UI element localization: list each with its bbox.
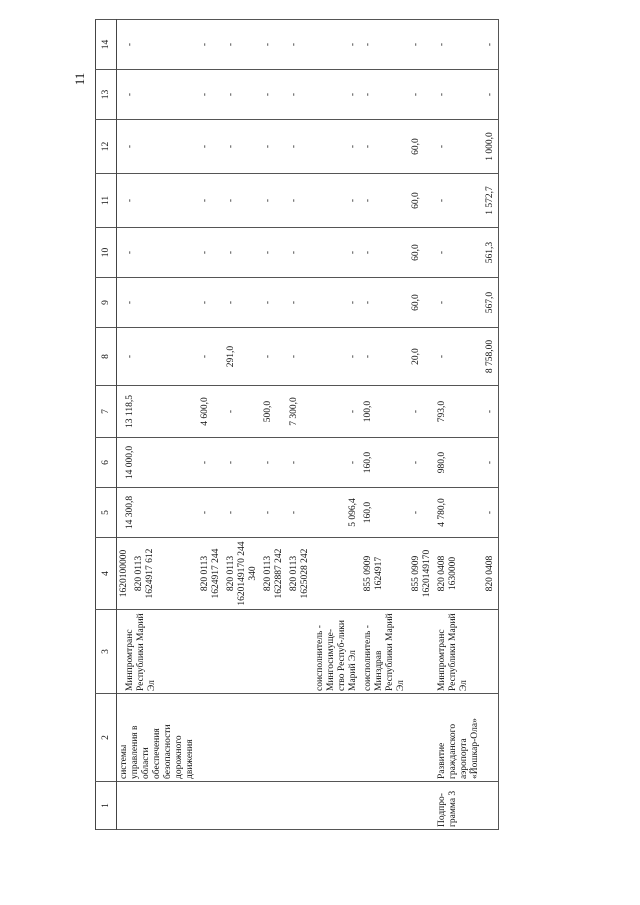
cell-value: - [409, 70, 435, 120]
cell-value: - [361, 70, 409, 120]
cell-code: 820 0113 1622887 242 [261, 538, 287, 610]
cell-value: - [224, 70, 261, 120]
cell-value: 13 118,5 [117, 386, 199, 438]
cell-code [117, 538, 199, 610]
cell-value: 14 000,0 [117, 438, 199, 488]
cell-value: 60,0 [409, 174, 435, 228]
cell-name [313, 694, 361, 782]
cell-value: - [313, 174, 361, 228]
cell-value: - [224, 174, 261, 228]
cell-executor [409, 610, 435, 694]
cell-value: - [313, 70, 361, 120]
cell-value: - [287, 438, 313, 488]
cell-value: 567,0 [483, 278, 499, 328]
table-row [224, 20, 261, 830]
cell-value: - [224, 20, 261, 70]
cell-value: - [313, 20, 361, 70]
cell-value: - [198, 70, 224, 120]
cell-value: - [224, 228, 261, 278]
cell-value: - [198, 174, 224, 228]
cell-value: 291,0 [224, 328, 261, 386]
table-row [198, 20, 224, 830]
cell-subprogram [483, 782, 499, 830]
cell-value: - [361, 278, 409, 328]
header-cell: 3 [96, 610, 117, 694]
cell-subprogram [198, 782, 224, 830]
cell-value: 100,0 [361, 386, 409, 438]
cell-value: - [198, 328, 224, 386]
cell-code: 855 0909 1620149170 [409, 538, 435, 610]
cell-value: - [313, 386, 361, 438]
cell-value: - [435, 120, 483, 174]
cell-value: 14 300,8 [117, 488, 199, 538]
cell-value: - [287, 70, 313, 120]
cell-value: 8 758,00 [483, 328, 499, 386]
cell-value: - [361, 174, 409, 228]
cell-executor: Минпромтранс Республики Марий Эл [117, 610, 199, 694]
cell-value: - [198, 278, 224, 328]
header-cell: 8 [96, 328, 117, 386]
cell-name [287, 694, 313, 782]
header-cell: 11 [96, 174, 117, 228]
table-row [117, 20, 199, 830]
cell-value: - [117, 174, 199, 228]
cell-name: системы управления в области обеспечения безопасности дорожного движения [117, 694, 199, 782]
cell-value: - [483, 488, 499, 538]
cell-value: - [483, 20, 499, 70]
header-cell: 14 [96, 20, 117, 70]
cell-value: - [117, 228, 199, 278]
cell-value: - [409, 438, 435, 488]
table-row [409, 20, 435, 830]
header-cell: 7 [96, 386, 117, 438]
cell-value: - [483, 438, 499, 488]
cell-subprogram [409, 782, 435, 830]
cell-value: - [198, 228, 224, 278]
header-cell: 4 [96, 538, 117, 610]
cell-subprogram [313, 782, 361, 830]
cell-value: - [261, 438, 287, 488]
table-row [483, 20, 499, 830]
cell-code: 820 0408 [483, 538, 499, 610]
cell-value: - [117, 20, 199, 70]
cell-value: - [361, 328, 409, 386]
cell-executor: соисполнитель - Мингосимуще-ство Респуб-лики Марий Эл [313, 610, 361, 694]
header-cell: 12 [96, 120, 117, 174]
cell-value: - [313, 278, 361, 328]
cell-value: 500,0 [261, 386, 287, 438]
cell-value: - [287, 488, 313, 538]
cell-subprogram [287, 782, 313, 830]
cell-value: - [435, 20, 483, 70]
cell-code: 820 0113 1624917 244 [198, 538, 224, 610]
cell-value: - [117, 328, 199, 386]
cell-value: 160,0 [361, 488, 409, 538]
cell-value: 793,0 [435, 386, 483, 438]
cell-value: - [198, 488, 224, 538]
cell-code [313, 538, 361, 610]
cell-executor [198, 610, 224, 694]
cell-code: 820 0408 1630000 [435, 538, 483, 610]
cell-executor [261, 610, 287, 694]
cell-value: - [483, 386, 499, 438]
cell-name [409, 694, 435, 782]
cell-value: 160,0 [361, 438, 409, 488]
cell-value: 20,0 [409, 328, 435, 386]
header-cell: 10 [96, 228, 117, 278]
cell-name [224, 694, 261, 782]
cell-executor [224, 610, 261, 694]
cell-value: - [409, 386, 435, 438]
header-cell: 1 [96, 782, 117, 830]
cell-name: Развитие гражданского аэропорта «Йошкар-Ола» [435, 694, 483, 782]
cell-value: - [261, 70, 287, 120]
cell-value: - [287, 328, 313, 386]
cell-name [483, 694, 499, 782]
cell-code: 855 0909 1624917 [361, 538, 409, 610]
cell-value: - [224, 278, 261, 328]
cell-value: - [287, 228, 313, 278]
cell-value: - [409, 488, 435, 538]
cell-name [261, 694, 287, 782]
cell-executor: Минпромтранс Республики Марий Эл [435, 610, 483, 694]
cell-subprogram [261, 782, 287, 830]
table-row [435, 20, 483, 830]
cell-name [198, 694, 224, 782]
cell-value: 60,0 [409, 120, 435, 174]
table-row [287, 20, 313, 830]
cell-value: - [409, 20, 435, 70]
cell-subprogram [361, 782, 409, 830]
header-cell: 9 [96, 278, 117, 328]
cell-value: - [435, 228, 483, 278]
page-number: 11 [72, 72, 87, 86]
cell-value: - [261, 174, 287, 228]
cell-value: 5 096,4 [313, 488, 361, 538]
cell-value: - [287, 120, 313, 174]
cell-value: - [361, 228, 409, 278]
cell-value: 4 600,0 [198, 386, 224, 438]
cell-value: - [117, 120, 199, 174]
cell-value: 60,0 [409, 228, 435, 278]
code-line: 1620100000 [119, 549, 129, 598]
cell-value: - [261, 120, 287, 174]
cell-value: 7 300,0 [287, 386, 313, 438]
header-cell: 2 [96, 694, 117, 782]
cell-value: - [287, 278, 313, 328]
cell-value: 561,3 [483, 228, 499, 278]
table-row [361, 20, 409, 830]
cell-value: - [261, 488, 287, 538]
cell-value: - [224, 488, 261, 538]
cell-value: - [224, 386, 261, 438]
cell-value: - [435, 278, 483, 328]
cell-value: - [361, 120, 409, 174]
cell-value: - [435, 70, 483, 120]
cell-subprogram [224, 782, 261, 830]
cell-value: - [435, 174, 483, 228]
cell-value: - [313, 228, 361, 278]
cell-value: - [313, 120, 361, 174]
cell-value: - [117, 70, 199, 120]
cell-value: - [261, 20, 287, 70]
cell-name [361, 694, 409, 782]
cell-executor [287, 610, 313, 694]
cell-value: - [435, 328, 483, 386]
header-cell: 6 [96, 438, 117, 488]
cell-executor: соисполнитель - Минздрав Республики Марий Эл [361, 610, 409, 694]
cell-value: - [287, 20, 313, 70]
cell-value: - [117, 278, 199, 328]
cell-value: - [198, 20, 224, 70]
cell-value: 980,0 [435, 438, 483, 488]
cell-value: 1 000,0 [483, 120, 499, 174]
cell-value: - [483, 70, 499, 120]
cell-value: - [224, 120, 261, 174]
cell-value: 1 572,7 [483, 174, 499, 228]
cell-subprogram [117, 782, 199, 830]
cell-value: - [261, 228, 287, 278]
cell-value: - [287, 174, 313, 228]
cell-value: 4 780,0 [435, 488, 483, 538]
cell-subprogram: Подпро-грамма 3 [435, 782, 483, 830]
cell-code: 820 0113 1620149170 244 340 [224, 538, 261, 610]
cell-executor [483, 610, 499, 694]
cell-value: 60,0 [409, 278, 435, 328]
header-row [96, 20, 117, 830]
cell-value: - [313, 328, 361, 386]
header-cell: 5 [96, 488, 117, 538]
cell-value: - [313, 438, 361, 488]
budget-table [95, 19, 499, 830]
cell-value: - [224, 438, 261, 488]
cell-value: - [361, 20, 409, 70]
cell-value: - [198, 120, 224, 174]
table-row [261, 20, 287, 830]
header-cell: 13 [96, 70, 117, 120]
cell-value: - [261, 278, 287, 328]
cell-value: - [198, 438, 224, 488]
cell-value: - [261, 328, 287, 386]
table-row [313, 20, 361, 830]
cell-code: 820 0113 1625028 242 [287, 538, 313, 610]
code-line: 820 0113 1624917 612 [134, 548, 155, 599]
